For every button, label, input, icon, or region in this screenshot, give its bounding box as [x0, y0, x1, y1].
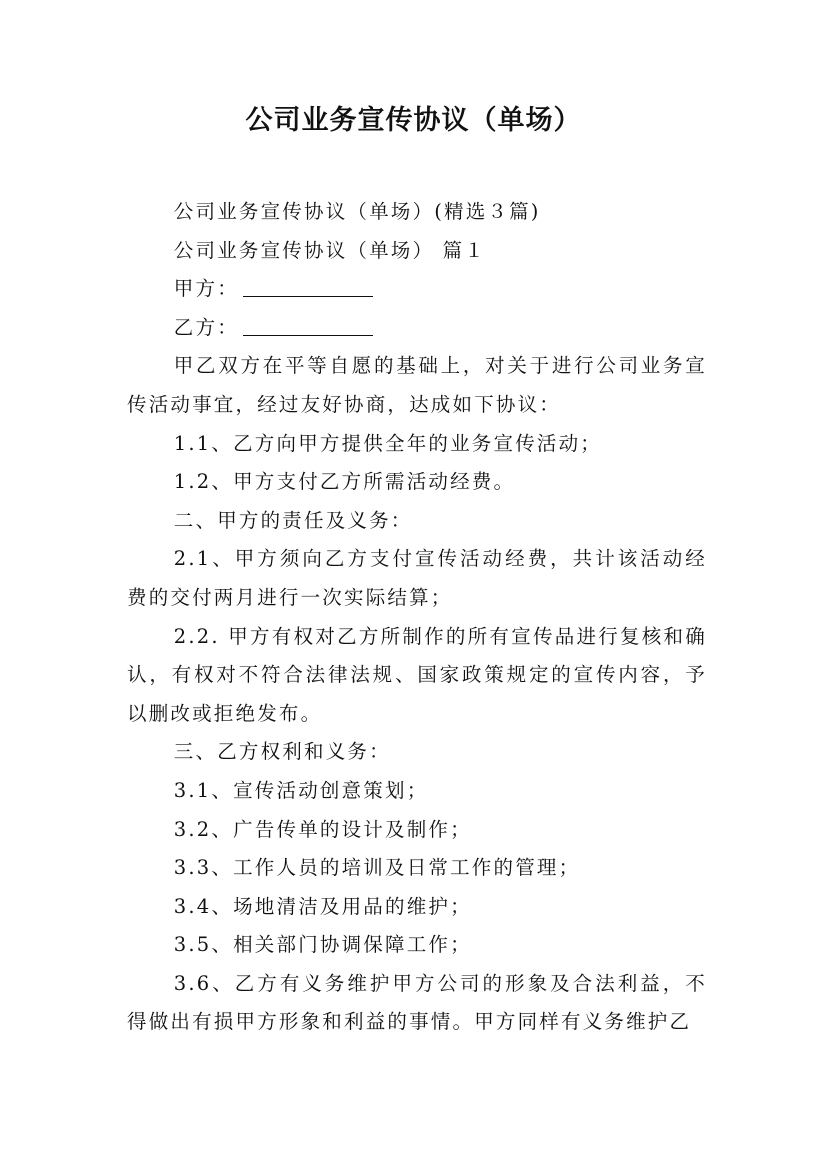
clause-1-2: 1.2、甲方支付乙方所需活动经费。	[173, 470, 516, 494]
clause-3-2: 3.2、广告传单的设计及制作；	[173, 817, 472, 841]
paragraph-section-heading: 公司业务宣传协议（单场） 篇１	[173, 238, 486, 262]
party-b-label: 乙方：	[173, 315, 239, 339]
paragraph-subtitle: 公司业务宣传协议（单场）(精选３篇)	[173, 200, 541, 223]
clause-3-1: 3.1、宣传活动创意策划；	[173, 778, 429, 802]
party-b-blank	[243, 315, 373, 336]
document-body	[127, 193, 707, 1042]
clause-2-1: 2.1、甲方须向乙方支付宣传活动经费，共计该活动经费的交付两月进行一次实际结算；	[127, 547, 707, 609]
party-b-line	[127, 309, 707, 348]
clause-3-4: 3.4、场地清洁及用品的维护；	[173, 894, 472, 918]
clause-2-2: 2.2. 甲方有权对乙方所制作的所有宣传品进行复核和确认，有权对不符合法律法规、国家政策规定的宣传内容，予以删改或拒绝发布。	[127, 624, 707, 725]
party-a-label: 甲方：	[173, 277, 239, 301]
paragraph-intro: 甲乙双方在平等自愿的基础上，对关于进行公司业务宣传活动事宜，经过友好协商，达成如下协议：	[127, 354, 707, 416]
clause-3-6: 3.6、乙方有义务维护甲方公司的形象及合法利益，不得做出有损甲方形象和利益的事情。甲方同样有义务维护乙	[127, 971, 707, 1034]
clause-3-5: 3.5、相关部门协调保障工作；	[173, 933, 472, 957]
clause-1-1: 1.1、乙方向甲方提供全年的业务宣传活动；	[173, 431, 603, 455]
clause-3-3: 3.3、工作人员的培训及日常工作的管理；	[173, 856, 581, 880]
document-title: 公司业务宣传协议（单场）	[245, 105, 582, 136]
party-a-line	[127, 270, 707, 309]
section-2-heading: 二、甲方的责任及义务：	[173, 508, 413, 532]
party-a-blank	[243, 277, 373, 298]
section-3-heading: 三、乙方权利和义务：	[173, 740, 391, 764]
